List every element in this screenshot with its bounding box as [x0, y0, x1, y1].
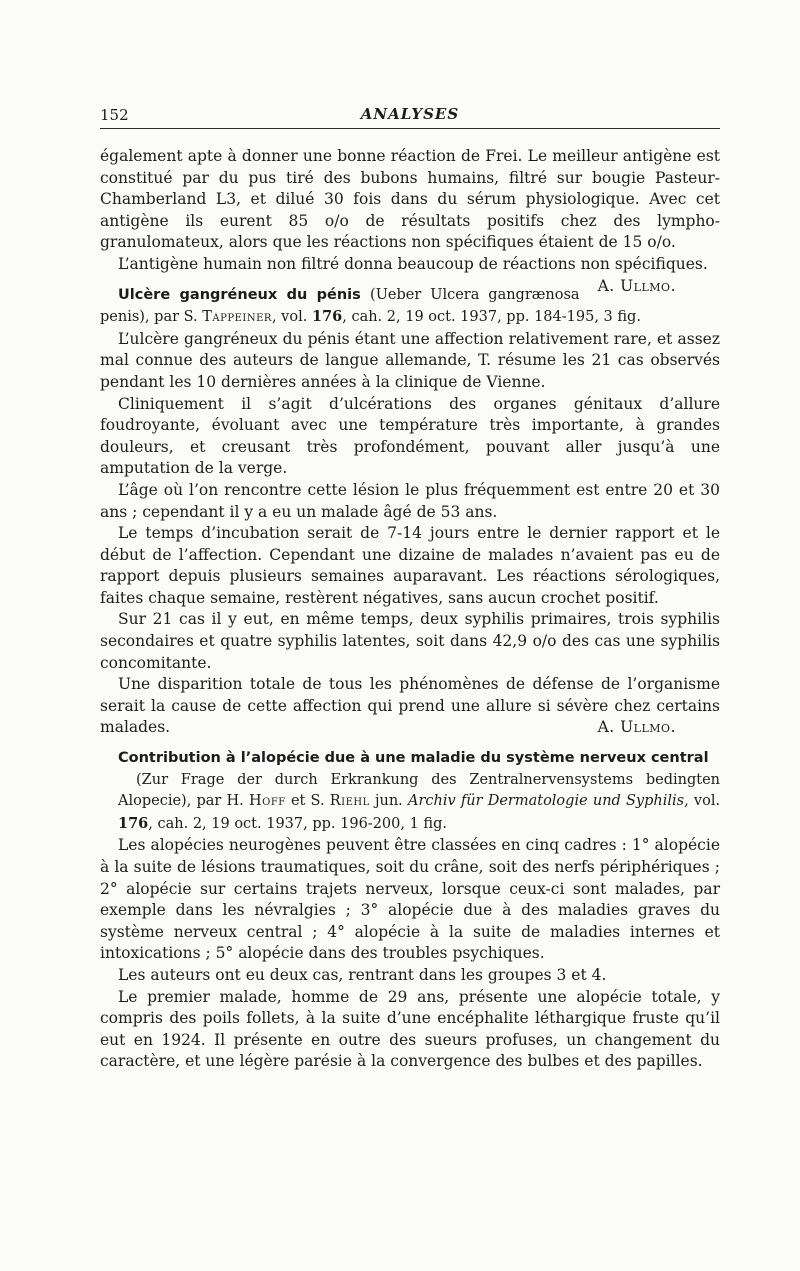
intro-paragraph: également apte à donner une bonne réaction de Frei. Le meilleur antigène est constitué par du pus tiré des bubons humains, filtré sur bougie Pasteur-Chamberland L3, et dilué 30 fois dans du sérum physiologique. Avec cet antigène ils eurent 85 o/o de résultats positifs chez des lympho-granulomateux, alors que les réactions non spécifiques étaient de 15 o/o. [100, 147, 720, 252]
ref-volume: 176 [118, 814, 149, 832]
signature: A. Ullmo. [597, 718, 676, 737]
article-heading [100, 747, 720, 835]
article-ulcere [100, 284, 720, 739]
signature: A. Ullmo. [597, 276, 676, 295]
article-paragraph: L’ulcère gangréneux du pénis étant une affection relativement rare, et assez mal connue des auteurs de langue allemande, T. résume les 21 cas observés pendant les 10 dernières années à la clinique de Vienne. [100, 329, 720, 391]
running-title: ANALYSES [360, 105, 460, 123]
intro-paragraph-2-text: L’antigène humain non filtré donna beaucoup de réactions non spécifiques. [118, 254, 708, 273]
article-paragraph: Les auteurs ont eu deux cas, rentrant dans les groupes 3 et 4. [118, 965, 607, 984]
article-paragraph: Sur 21 cas il y eut, en même temps, deux syphilis primaires, trois syphilis secondaires et quatre syphilis latentes, soit dans 42,9 o/o des cas une syphilis concomitante. [100, 610, 720, 672]
ref-text: et S. [290, 793, 325, 810]
ref-text: (Ueber Ulcera gangrænosa penis), par S. [100, 286, 580, 326]
ref-author: Hoff [249, 793, 286, 810]
article-paragraph-text: Une disparition totale de tous les phénomènes de défense de l’organisme serait la cause de cette affection qui prend une allure si sévère chez certains malades. [100, 675, 720, 737]
article-paragraph: L’âge où l’on rencontre cette lésion le plus fréquemment est entre 20 et 30 ans ; cependant il y a eu un malade âgé de 53 ans. [100, 480, 720, 521]
article-title: Contribution à l’alopécie due à une maladie du système nerveux central [118, 750, 709, 767]
article-alopecie [100, 747, 720, 1073]
ref-text: , cah. 2, 19 oct. 1937, pp. 196-200, 1 fig. [148, 815, 447, 832]
ref-text: , cah. 2, 19 oct. 1937, pp. 184-195, 3 fig. [342, 309, 641, 326]
ref-text: , vol. [271, 309, 308, 326]
ref-text: (Zur Frage der durch Erkrankung des Zentralnervensystems bedingten Alopecie), par H. [118, 771, 720, 810]
ref-text: , vol. [684, 793, 721, 810]
ref-volume: 176 [311, 308, 343, 326]
page-body [100, 146, 720, 1073]
article-paragraph: Les alopécies neurogènes peuvent être classées en cinq cadres : 1° alopécie à la suite de lésions traumatiques, soit du crâne, soit des nerfs périphériques ; 2° alopécie sur certains trajets nerveux, lorsque ceux-ci sont malades, par exemple dans les névralgies ; 3° alopécie due à des maladies graves du système nerveux central ; 4° alopécie à la suite de maladies internes et intoxications ; 5° alopécie dans des troubles psychiques. [100, 836, 720, 963]
ref-journal: Archiv für Dermatologie und Syphilis [408, 793, 685, 810]
ref-author: Riehl [329, 793, 370, 810]
article-paragraph: Le temps d’incubation serait de 7-14 jours entre le dernier rapport et le début de l’affection. Cependant une dizaine de malades n’avaient pas eu de rapport depuis plusieurs semaines auparavant. Les réactions sérologiques, faites chaque semaine, restèrent négatives, sans aucun crochet positif. [100, 524, 720, 607]
page-header [100, 104, 720, 129]
article-paragraph: Le premier malade, homme de 29 ans, présente une alopécie totale, y compris des poils follets, à la suite d’une encéphalite léthargique fruste qu’il eut en 1924. Il présente en outre des sueurs profuses, un changement du caractère, et une légère parésie à la convergence des bulbes et des papilles. [100, 987, 720, 1071]
article-title: Ulcère gangréneux du pénis [118, 286, 361, 303]
article-paragraph-last [100, 674, 720, 739]
ref-text: jun. [375, 793, 403, 810]
ref-author: Tappeiner [202, 309, 272, 326]
article-reference [100, 770, 720, 836]
article-paragraph: Cliniquement il s’agit d’ulcérations des organes génitaux d’allure foudroyante, évoluant avec une température très importante, à grandes douleurs, et creusant très profondément, pouvant aller jusqu’à une amputation de la verge. [100, 394, 720, 478]
page-number: 152 [100, 106, 129, 124]
